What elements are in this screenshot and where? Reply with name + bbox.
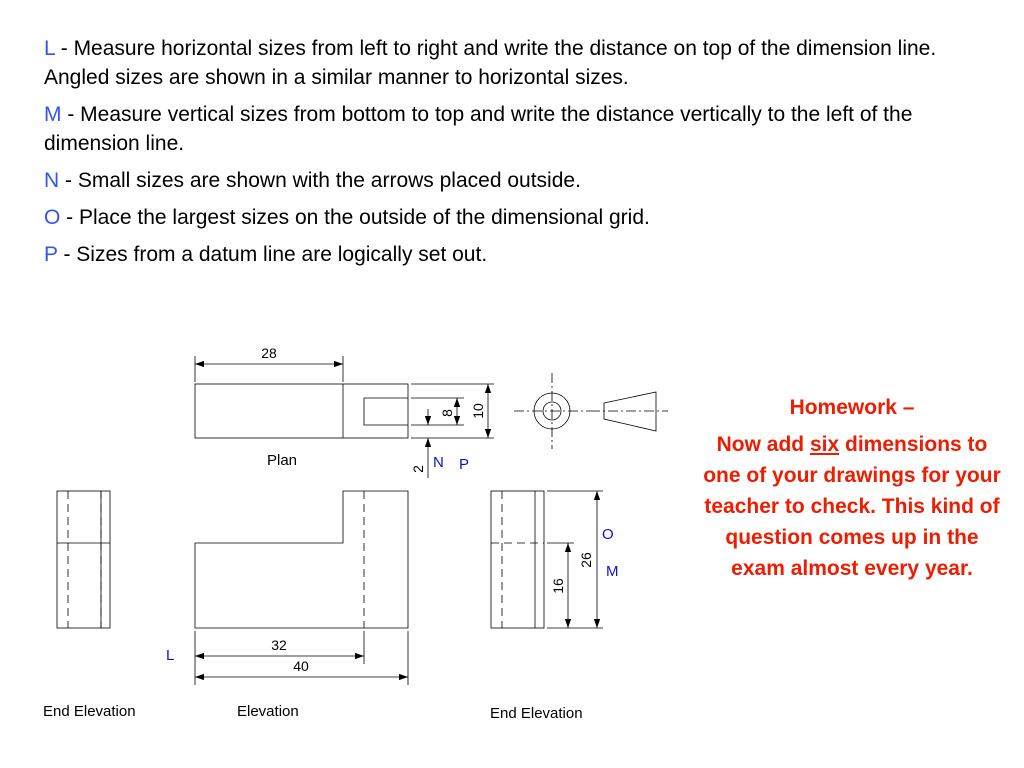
- circle-view: [514, 373, 590, 449]
- caption-end-elevation-left: End Elevation: [43, 703, 136, 720]
- instruction-letter: P: [44, 243, 58, 266]
- dim-40-label: 40: [293, 658, 309, 674]
- caption-end-elevation-right: End Elevation: [490, 705, 583, 722]
- left-end-elevation: [57, 491, 110, 628]
- instruction-text: - Sizes from a datum line are logically set out.: [57, 243, 488, 266]
- instruction-letter: M: [44, 103, 62, 126]
- marker-L: L: [166, 647, 175, 664]
- homework-emphasis: six: [809, 433, 840, 456]
- plan-view: [195, 384, 408, 438]
- right-end-elevation: [491, 491, 544, 628]
- dim-16-label: 16: [550, 578, 566, 594]
- dim-26-label: 26: [578, 552, 594, 568]
- instruction-text: - Small sizes are shown with the arrows placed outside.: [59, 169, 581, 192]
- instruction-text: - Place the largest sizes on the outside of the dimensional grid.: [60, 206, 650, 229]
- homework-box: [700, 392, 1004, 590]
- marker-N: N: [433, 454, 444, 471]
- marker-O: O: [602, 526, 614, 543]
- instruction-text: - Measure vertical sizes from bottom to top and write the distance vertically to the left of the dimension line.: [44, 103, 913, 155]
- dim-28-label: 28: [261, 345, 277, 361]
- marker-M: M: [606, 563, 619, 580]
- caption-plan: Plan: [267, 452, 298, 469]
- dim-10-label: 10: [470, 403, 486, 419]
- dim-32-label: 32: [271, 637, 287, 653]
- instruction-text: - Measure horizontal sizes from left to right and write the distance on top of the dimension line. Angled sizes are shown in a similar manner to horizontal sizes.: [44, 37, 937, 89]
- instruction-letter: L: [44, 37, 55, 60]
- homework-body: [700, 429, 1004, 584]
- homework-body-start: Now add: [716, 433, 810, 456]
- homework-title: Homework –: [789, 396, 915, 419]
- instruction-letter: O: [44, 206, 61, 229]
- marker-P: P: [459, 456, 470, 473]
- homework-body-end: dimensions to one of your drawings for your teacher to check. This kind of question comes up in the exam almost every year.: [703, 433, 1001, 580]
- elevation-view: [195, 491, 408, 628]
- dim-8-label: 8: [439, 409, 455, 417]
- instruction-letter: N: [44, 169, 60, 192]
- caption-elevation: Elevation: [237, 703, 299, 720]
- dim-2-label: 2: [410, 465, 426, 473]
- taper-view: [590, 392, 668, 431]
